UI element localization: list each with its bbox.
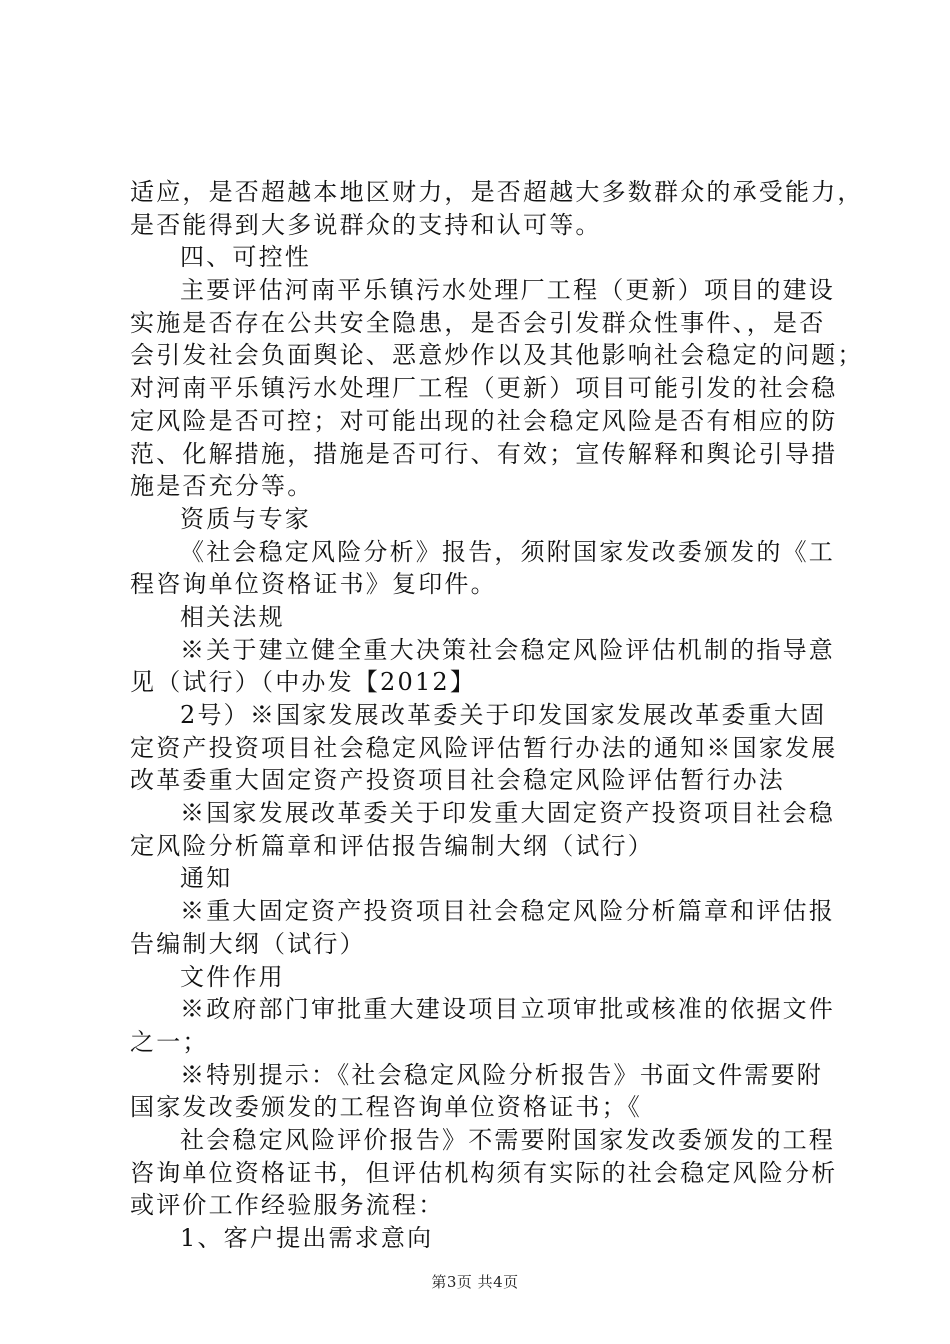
text-line: ※重大固定资产投资项目社会稳定风险分析篇章和评估报 [180,897,835,926]
text-line: 施是否充分等。 [130,472,314,501]
text-line: 通知 [180,864,233,893]
text-line: 对河南平乐镇污水处理厂工程（更新）项目可能引发的社会稳 [130,374,838,403]
text-line: 程咨询单位资格证书》复印件。 [130,570,497,599]
text-line: 《社会稳定风险分析》报告，须附国家发改委颁发的《工 [180,537,835,566]
text-line: 告编制大纲（试行） [130,929,366,958]
text-line: 适应，是否超越本地区财力，是否超越大多数群众的承受能力， [130,178,864,206]
text-line: 或评价工作经验服务流程： [130,1191,445,1220]
text-line: 国家发改委颁发的工程咨询单位资格证书；《 [130,1093,642,1122]
text-line: 文件作用 [180,962,285,991]
text-line: 资质与专家 [180,504,311,533]
text-line: 咨询单位资格证书，但评估机构须有实际的社会稳定风险分析 [130,1158,838,1187]
page-footer: 第3页 共4页 [431,1273,519,1291]
text-line: 改革委重大固定资产投资项目社会稳定风险评估暂行办法 [130,766,785,795]
text-line: ※政府部门审批重大建设项目立项审批或核准的依据文件 [180,995,835,1024]
text-line: 1、客户提出需求意向 [180,1224,434,1252]
document-body [130,176,864,1255]
text-line: 定资产投资项目社会稳定风险评估暂行办法的通知※国家发展 [130,733,838,762]
text-line: 实施是否存在公共安全隐患，是否会引发群众性事件、，是否 [130,308,826,337]
text-line: 之一； [130,1027,209,1056]
text-line: ※关于建立健全重大决策社会稳定风险评估机制的指导意 [180,635,835,664]
text-line: 社会稳定风险评价报告》不需要附国家发改委颁发的工程 [180,1125,835,1154]
text-line: ※国家发展改革委关于印发重大固定资产投资项目社会稳 [180,799,835,828]
text-line: 定风险是否可控；对可能出现的社会稳定风险是否有相应的防 [130,406,838,435]
text-line: 会引发社会负面舆论、恶意炒作以及其他影响社会稳定的问题； [130,341,864,370]
text-line: 见（试行）（中办发【2012】 [130,668,477,697]
text-line: 相关法规 [180,602,285,631]
text-line: 2号）※国家发展改革委关于印发国家发展改革委重大固 [180,701,827,729]
text-line: 定风险分析篇章和评估报告编制大纲（试行） [130,831,654,860]
text-line: ※特别提示：《社会稳定风险分析报告》书面文件需要附 [180,1060,823,1089]
text-line: 是否能得到大多说群众的支持和认可等。 [130,210,602,239]
text-line: 范、化解措施，措施是否可行、有效；宣传解释和舆论引导措 [130,439,838,468]
text-line: 主要评估河南平乐镇污水处理厂工程（更新）项目的建设 [180,276,835,305]
text-line: 四、可控性 [180,243,311,272]
